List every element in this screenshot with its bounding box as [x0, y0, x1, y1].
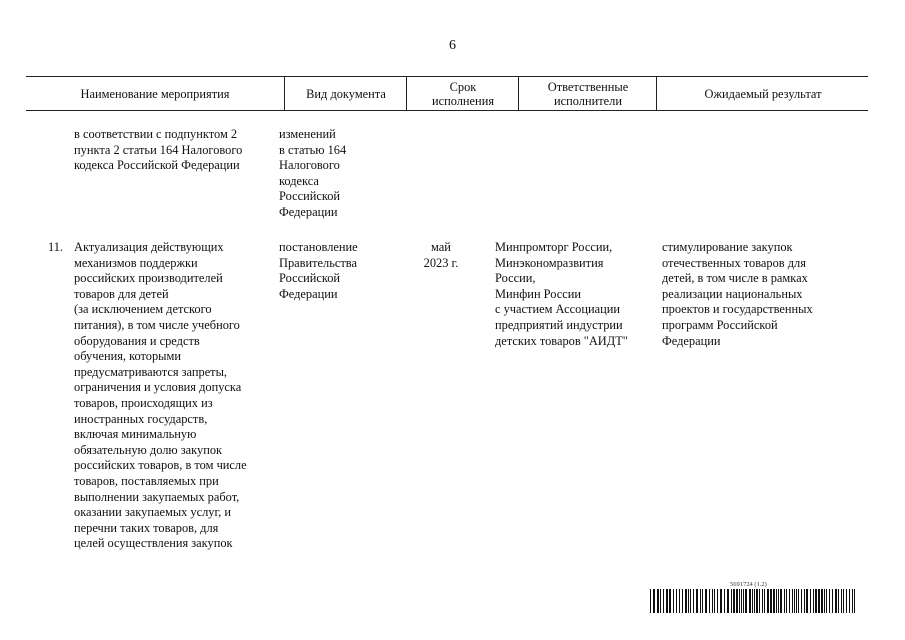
header-expected-result: Ожидаемый результат [656, 77, 869, 110]
row-document-type: постановление Правительства Российской Федерации [279, 240, 358, 301]
row-number: 11. [48, 240, 64, 254]
header-document-type: Вид документа [284, 77, 407, 110]
header-responsible: Ответственные исполнители [518, 77, 657, 110]
page-number: 6 [449, 38, 456, 53]
row-expected-result: стимулирование закупок отечественных товаров для детей, в том числе в рамках реализации национальных проектов и государственных программ Российской Федерации [662, 240, 813, 348]
barcode [650, 589, 856, 613]
header-event-name: Наименование мероприятия [80, 86, 230, 101]
row-event-name: Актуализация действующих механизмов поддержки российских производителей товаров для детей (за исключением детского питания), в том числе учебного оборудования и средств обучения, которыми предусматриваются запреты, ограничения и условия допуска товаров, происходящих из иностранных государств, включая минимальную обязательную долю закупок российских товаров, в том числе товаров, поставляемых при выполнении закупаемых работ, оказании закупаемых услуг, и перечни таких товаров, для целей осуществления закупок [74, 240, 247, 551]
header-deadline: Срок исполнения [406, 77, 519, 110]
continued-row-name: в соответствии с подпунктом 2 пункта 2 статьи 164 Налогового кодекса Российской Федерации [74, 127, 243, 173]
row-deadline: май 2023 г. [423, 240, 459, 270]
barcode-label: 5691724 (1.2) [730, 581, 767, 588]
row-responsible: Минпромторг России, Минэкономразвития России, Минфин России с участием Ассоциации предприятий индустрии детских товаров "АИДТ" [495, 240, 628, 348]
table-header [26, 77, 868, 110]
table-header-rule [26, 110, 868, 111]
continued-row-document: изменений в статью 164 Налогового кодекса Российской Федерации [279, 127, 347, 219]
